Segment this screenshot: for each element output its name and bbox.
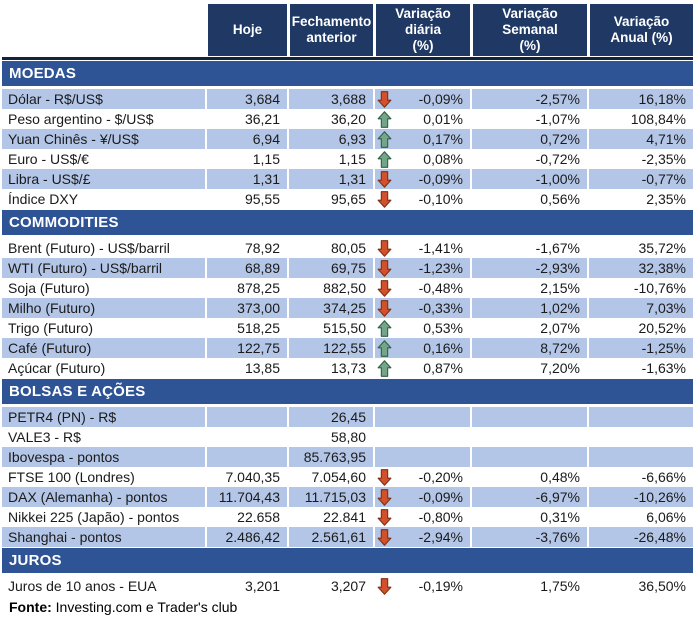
row-label: WTI (Futuro) - US$/barril — [2, 258, 205, 278]
column-header-line: Variação diária — [395, 6, 451, 37]
fechamento-anterior-value: 515,50 — [287, 318, 373, 338]
variacao-semanal-value: 7,20% — [470, 358, 587, 378]
column-header-line: (%) — [412, 38, 434, 53]
hoje-value: 122,75 — [205, 338, 287, 358]
table-row — [2, 487, 693, 507]
hoje-value: 78,92 — [205, 238, 287, 258]
column-header-variacao-diaria — [373, 4, 470, 56]
fechamento-anterior-value: 11.715,03 — [287, 487, 373, 507]
hoje-value: 68,89 — [205, 258, 287, 278]
table-row — [2, 427, 693, 447]
row-label: Yuan Chinês - ¥/US$ — [2, 129, 205, 149]
table-row — [2, 129, 693, 149]
variacao-diaria-cell — [373, 507, 470, 527]
variacao-semanal-value: 1,75% — [470, 576, 587, 596]
hoje-value — [205, 407, 287, 427]
fechamento-anterior-value: 882,50 — [287, 278, 373, 298]
fechamento-anterior-value: 36,20 — [287, 109, 373, 129]
variacao-anual-value: -10,76% — [587, 278, 693, 298]
table-row — [2, 358, 693, 378]
column-header-row — [2, 4, 693, 56]
variacao-diaria-cell — [373, 527, 470, 547]
column-header-fechamento-anterior — [287, 4, 373, 56]
fechamento-anterior-value: 3,207 — [287, 576, 373, 596]
variacao-diaria-value: -0,80% — [418, 509, 463, 525]
variacao-anual-value: -2,35% — [587, 149, 693, 169]
variacao-semanal-value: -3,76% — [470, 527, 587, 547]
variacao-diaria-cell — [373, 189, 470, 209]
variacao-diaria-cell — [373, 487, 470, 507]
section-header-commodities: COMMODITIES — [2, 210, 693, 235]
variacao-semanal-value: -6,97% — [470, 487, 587, 507]
variacao-diaria-value: -1,41% — [418, 240, 463, 256]
table-row — [2, 238, 693, 258]
up-arrow-icon — [377, 360, 392, 377]
row-label: Libra - US$/£ — [2, 169, 205, 189]
table-row — [2, 258, 693, 278]
variacao-semanal-value: -1,07% — [470, 109, 587, 129]
variacao-semanal-value — [470, 447, 587, 467]
column-header-variacao-anual — [587, 4, 693, 56]
row-label: Euro - US$/€ — [8, 151, 89, 167]
variacao-anual-value: 20,52% — [587, 318, 693, 338]
variacao-diaria-cell — [373, 169, 470, 189]
row-label: Dólar - R$/US$ — [2, 89, 205, 109]
variacao-diaria-cell — [373, 238, 470, 258]
down-arrow-icon — [377, 171, 392, 188]
variacao-diaria-cell — [373, 427, 470, 447]
fechamento-anterior-value: 80,05 — [287, 238, 373, 258]
column-header-line: Fechamento — [291, 14, 372, 29]
variacao-diaria-cell — [373, 298, 470, 318]
table-row — [2, 447, 693, 467]
variacao-anual-value: 108,84% — [587, 109, 693, 129]
variacao-anual-value: -10,26% — [587, 487, 693, 507]
variacao-semanal-value: -2,57% — [470, 89, 587, 109]
column-header-variacao-semanal — [470, 4, 587, 56]
variacao-anual-value — [587, 427, 693, 447]
row-label: Açúcar (Futuro) — [8, 360, 106, 376]
fechamento-anterior-value: 6,93 — [287, 129, 373, 149]
fechamento-anterior-value: 122,55 — [287, 338, 373, 358]
hoje-value: 3,201 — [205, 576, 287, 596]
column-header-line: anterior — [306, 30, 357, 45]
variacao-semanal-value — [470, 407, 587, 427]
variacao-diaria-cell — [373, 258, 470, 278]
row-label: PETR4 (PN) - R$ — [2, 407, 205, 427]
column-header-line: Variação — [613, 14, 670, 29]
down-arrow-icon — [377, 280, 392, 297]
row-label: Café (Futuro) — [2, 338, 205, 358]
variacao-semanal-value: 1,02% — [470, 298, 587, 318]
variacao-anual-value — [587, 447, 693, 467]
variacao-diaria-cell — [373, 576, 470, 596]
variacao-diaria-value: -1,23% — [418, 260, 463, 276]
variacao-anual-value: 35,72% — [587, 238, 693, 258]
fechamento-anterior-value: 3,688 — [287, 89, 373, 109]
variacao-anual-value: 4,71% — [587, 129, 693, 149]
variacao-anual-value: -1,63% — [587, 358, 693, 378]
down-arrow-icon — [377, 260, 392, 277]
down-arrow-icon — [377, 240, 392, 257]
table-row — [2, 576, 693, 596]
variacao-diaria-value: -0,10% — [418, 191, 463, 207]
variacao-semanal-value: -0,72% — [470, 149, 587, 169]
variacao-diaria-value: 0,01% — [423, 111, 463, 127]
hoje-value: 6,94 — [205, 129, 287, 149]
variacao-diaria-value: 0,87% — [423, 360, 463, 376]
section-header-bolsas-e-a-es: BOLSAS E AÇÕES — [2, 379, 693, 404]
row-label: FTSE 100 (Londres) — [8, 469, 135, 485]
hoje-value: 1,15 — [205, 149, 287, 169]
fechamento-anterior-value: 1,31 — [287, 169, 373, 189]
hoje-value: 2.486,42 — [205, 527, 287, 547]
hoje-value: 22.658 — [205, 507, 287, 527]
table-row — [2, 318, 693, 338]
variacao-diaria-cell — [373, 318, 470, 338]
hoje-value: 7.040,35 — [205, 467, 287, 487]
variacao-semanal-value: 0,48% — [470, 467, 587, 487]
table-row — [2, 189, 693, 209]
fechamento-anterior-value: 7.054,60 — [287, 467, 373, 487]
column-header-line: (%) — [519, 38, 541, 53]
up-arrow-icon — [377, 151, 392, 168]
table-row — [2, 149, 693, 169]
down-arrow-icon — [377, 191, 392, 208]
down-arrow-icon — [377, 91, 392, 108]
table-row — [2, 169, 693, 189]
fechamento-anterior-value: 2.561,61 — [287, 527, 373, 547]
row-label: Índice DXY — [8, 191, 79, 207]
variacao-anual-value: 32,38% — [587, 258, 693, 278]
variacao-diaria-value: 0,17% — [423, 131, 463, 147]
row-label: Juros de 10 anos - EUA — [8, 578, 157, 594]
variacao-semanal-value: 2,15% — [470, 278, 587, 298]
column-header-line: Variação Semanal — [502, 6, 558, 37]
down-arrow-icon — [377, 489, 392, 506]
table-row — [2, 467, 693, 487]
variacao-anual-value: 36,50% — [587, 576, 693, 596]
fechamento-anterior-value: 85.763,95 — [287, 447, 373, 467]
variacao-anual-value: -26,48% — [587, 527, 693, 547]
variacao-diaria-value: -0,48% — [418, 280, 463, 296]
table-row — [2, 338, 693, 358]
hoje-value: 36,21 — [205, 109, 287, 129]
variacao-diaria-value: 0,16% — [423, 340, 463, 356]
hoje-value: 11.704,43 — [205, 487, 287, 507]
variacao-diaria-cell — [373, 358, 470, 378]
up-arrow-icon — [377, 320, 392, 337]
row-label: VALE3 - R$ — [8, 429, 81, 445]
down-arrow-icon — [377, 578, 392, 595]
variacao-diaria-cell — [373, 338, 470, 358]
column-header-line: Anual (%) — [610, 30, 673, 45]
table-row — [2, 527, 693, 547]
table-row — [2, 407, 693, 427]
column-header-line: Hoje — [232, 22, 263, 37]
variacao-diaria-value: 0,08% — [423, 151, 463, 167]
variacao-anual-value: 16,18% — [587, 89, 693, 109]
hoje-value: 1,31 — [205, 169, 287, 189]
variacao-anual-value: -6,66% — [587, 467, 693, 487]
row-label: Ibovespa - pontos — [2, 447, 205, 467]
row-label: Brent (Futuro) - US$/barril — [8, 240, 170, 256]
table-body — [2, 61, 693, 596]
row-label: Soja (Futuro) — [8, 280, 90, 296]
hoje-value: 518,25 — [205, 318, 287, 338]
variacao-semanal-value: -1,00% — [470, 169, 587, 189]
variacao-semanal-value: 0,56% — [470, 189, 587, 209]
variacao-diaria-cell — [373, 109, 470, 129]
variacao-semanal-value: 2,07% — [470, 318, 587, 338]
hoje-value: 373,00 — [205, 298, 287, 318]
fechamento-anterior-value: 22.841 — [287, 507, 373, 527]
fechamento-anterior-value: 95,65 — [287, 189, 373, 209]
fechamento-anterior-value: 26,45 — [287, 407, 373, 427]
variacao-diaria-value: -0,09% — [418, 171, 463, 187]
row-label: Milho (Futuro) — [2, 298, 205, 318]
fechamento-anterior-value: 374,25 — [287, 298, 373, 318]
row-label: Peso argentino - $/US$ — [8, 111, 154, 127]
variacao-diaria-value: -0,20% — [418, 469, 463, 485]
variacao-diaria-cell — [373, 129, 470, 149]
variacao-diaria-cell — [373, 407, 470, 427]
table-row — [2, 89, 693, 109]
variacao-semanal-value — [470, 427, 587, 447]
hoje-value: 3,684 — [205, 89, 287, 109]
variacao-anual-value — [587, 407, 693, 427]
hoje-value: 95,55 — [205, 189, 287, 209]
variacao-semanal-value: 0,31% — [470, 507, 587, 527]
variacao-diaria-value: 0,53% — [423, 320, 463, 336]
source-text: Investing.com e Trader's club — [51, 599, 238, 615]
fechamento-anterior-value: 13,73 — [287, 358, 373, 378]
hoje-value — [205, 427, 287, 447]
variacao-anual-value: -1,25% — [587, 338, 693, 358]
variacao-diaria-value: -0,09% — [418, 489, 463, 505]
variacao-diaria-value: -0,09% — [418, 91, 463, 107]
row-label: DAX (Alemanha) - pontos — [2, 487, 205, 507]
variacao-diaria-cell — [373, 149, 470, 169]
row-label: Shanghai - pontos — [2, 527, 205, 547]
down-arrow-icon — [377, 300, 392, 317]
section-header-moedas: MOEDAS — [2, 61, 693, 86]
hoje-value: 878,25 — [205, 278, 287, 298]
variacao-diaria-value: -2,94% — [418, 529, 463, 545]
up-arrow-icon — [377, 131, 392, 148]
row-label: Trigo (Futuro) — [8, 320, 94, 336]
variacao-semanal-value: -2,93% — [470, 258, 587, 278]
variacao-semanal-value: 8,72% — [470, 338, 587, 358]
row-label: Nikkei 225 (Japão) - pontos — [8, 509, 180, 525]
variacao-diaria-value: -0,33% — [418, 300, 463, 316]
variacao-diaria-cell — [373, 89, 470, 109]
variacao-diaria-cell — [373, 447, 470, 467]
hoje-value: 13,85 — [205, 358, 287, 378]
source-note — [2, 599, 693, 615]
up-arrow-icon — [377, 340, 392, 357]
column-header-hoje — [205, 4, 287, 56]
table-row — [2, 278, 693, 298]
hoje-value — [205, 447, 287, 467]
variacao-diaria-cell — [373, 467, 470, 487]
table-row — [2, 298, 693, 318]
header-spacer — [2, 4, 205, 56]
variacao-anual-value: 2,35% — [587, 189, 693, 209]
fechamento-anterior-value: 69,75 — [287, 258, 373, 278]
down-arrow-icon — [377, 469, 392, 486]
header-divider — [2, 57, 693, 60]
variacao-semanal-value: 0,72% — [470, 129, 587, 149]
section-header-juros: JUROS — [2, 548, 693, 573]
down-arrow-icon — [377, 529, 392, 546]
down-arrow-icon — [377, 509, 392, 526]
table-row — [2, 109, 693, 129]
variacao-diaria-value: -0,19% — [418, 578, 463, 594]
fechamento-anterior-value: 1,15 — [287, 149, 373, 169]
variacao-anual-value: 7,03% — [587, 298, 693, 318]
table-row — [2, 507, 693, 527]
variacao-semanal-value: -1,67% — [470, 238, 587, 258]
source-label: Fonte: — [9, 599, 52, 615]
variacao-anual-value: 6,06% — [587, 507, 693, 527]
variacao-diaria-cell — [373, 278, 470, 298]
variacao-anual-value: -0,77% — [587, 169, 693, 189]
up-arrow-icon — [377, 111, 392, 128]
fechamento-anterior-value: 58,80 — [287, 427, 373, 447]
